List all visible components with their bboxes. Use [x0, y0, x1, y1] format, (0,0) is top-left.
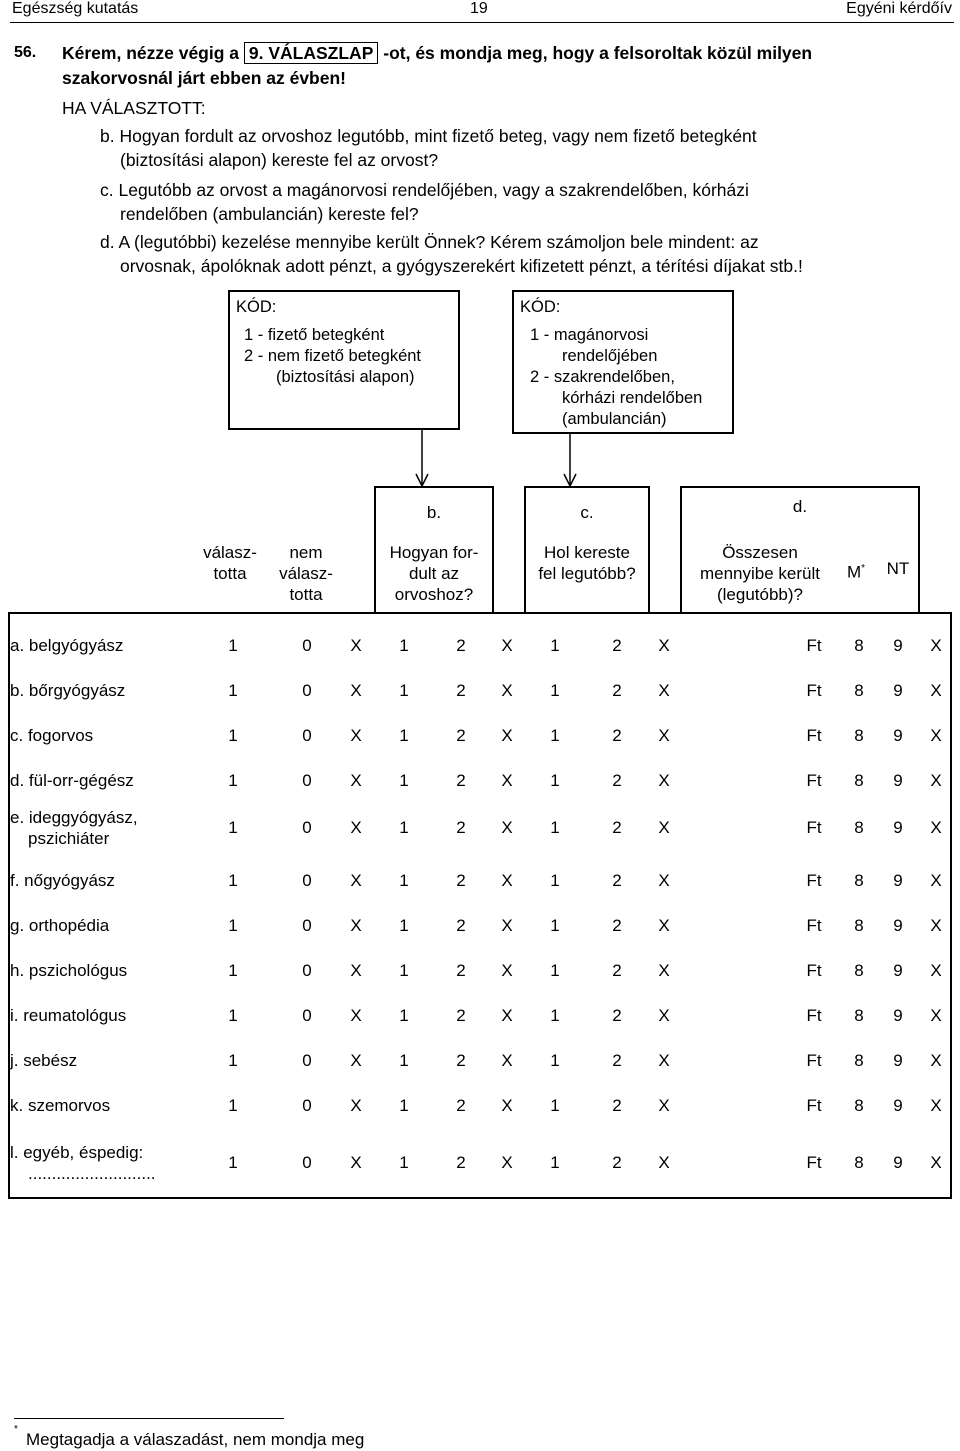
table-row-c-code-1[interactable]: 1: [550, 1050, 560, 1070]
code-c-option-2: 2 - szakrendelőben,: [530, 368, 675, 386]
table-row-refused-code[interactable]: 8: [854, 635, 864, 655]
table-row-b-code-2[interactable]: 2: [456, 960, 466, 980]
table-row-b-code-1[interactable]: 1: [399, 770, 409, 790]
subquestion-d-line-2: orvosnak, ápolóknak adott pénzt, a gyógyszerekért kifizetett pénzt, a térítési díjakat stb.!: [120, 256, 803, 276]
header-b-line-3: orvoshoz?: [394, 585, 474, 604]
footnote-star: *: [14, 1424, 18, 1435]
arrows: [0, 0, 960, 500]
question-number: 56.: [14, 44, 37, 61]
header-dont-know: NT: [886, 559, 910, 578]
table-row-chosen-code[interactable]: 1: [228, 818, 238, 837]
table-row-dont-know-code[interactable]: 9: [893, 960, 903, 980]
table-row-ft-label[interactable]: Ft: [806, 1050, 822, 1070]
table-row-dont-know-code[interactable]: 9: [893, 635, 903, 655]
row-label-line-2: ...........................: [28, 1164, 156, 1183]
table-row-b-code-1[interactable]: 1: [399, 870, 409, 890]
table-row-d-no-answer-x[interactable]: X: [930, 1153, 942, 1172]
row-label-line-1: d. fül-orr-gégész: [10, 771, 134, 790]
table-row-b-no-answer-x[interactable]: X: [501, 960, 513, 980]
table-row-label: [10, 870, 115, 891]
table-row-d-no-answer-x[interactable]: X: [930, 870, 942, 890]
table-row-c-code-2[interactable]: 2: [612, 1153, 622, 1172]
table-row-chosen-code[interactable]: 1: [228, 915, 238, 935]
header-not-chosen-line-1: nem: [289, 543, 323, 562]
table-row-b-code-1[interactable]: 1: [399, 915, 409, 935]
table-row-refused-code[interactable]: 8: [854, 725, 864, 745]
subquestion-c-line-1: c. Legutóbb az orvost a magánorvosi rendelőjében, vagy a szakrendelőben, kórházi: [100, 180, 749, 200]
table-row-label: [10, 915, 109, 936]
table-row-no-answer-x[interactable]: X: [350, 818, 362, 837]
table-row-dont-know-code[interactable]: 9: [893, 915, 903, 935]
table-row-ft-label[interactable]: Ft: [806, 725, 822, 745]
table-row-c-no-answer-x[interactable]: X: [658, 1005, 670, 1025]
subquestion-c-line-2: rendelőben (ambulancián) kereste fel?: [120, 204, 419, 224]
table-row-b-code-1[interactable]: 1: [399, 1153, 409, 1172]
row-label-line-1: e. ideggyógyász,: [10, 808, 138, 827]
header-c-letter: c.: [580, 503, 594, 522]
table-row-b-no-answer-x[interactable]: X: [501, 725, 513, 745]
table-row-b-code-2[interactable]: 2: [456, 915, 466, 935]
footnote-text: Megtagadja a válaszadást, nem mondja meg: [26, 1430, 365, 1449]
table-row-chosen-code[interactable]: 1: [228, 725, 238, 745]
table-row-b-code-1[interactable]: 1: [399, 725, 409, 745]
row-label-line-1: j. sebész: [10, 1051, 78, 1070]
table-row-not-chosen-code[interactable]: 0: [302, 1050, 312, 1070]
code-b-option-1: 1 - fizető betegként: [244, 326, 385, 344]
header-not-chosen: [266, 542, 346, 605]
table-row-c-code-2[interactable]: 2: [612, 1005, 622, 1025]
table-row-c-code-2[interactable]: 2: [612, 1050, 622, 1070]
table-row-no-answer-x[interactable]: X: [350, 680, 362, 700]
if-chosen-label: HA VÁLASZTOTT:: [62, 98, 206, 118]
header-chosen-line-2: totta: [213, 564, 247, 583]
code-c-option-2-cont: kórházi rendelőben: [562, 389, 703, 407]
header-c-line-2: fel legutóbb?: [538, 564, 636, 583]
table-row-dont-know-code[interactable]: 9: [893, 870, 903, 890]
question-text-before: Kérem, nézze végig a: [62, 43, 240, 63]
table-row-refused-code[interactable]: 8: [854, 818, 864, 837]
header-left: Egészség kutatás: [12, 0, 139, 17]
table-row-chosen-code[interactable]: 1: [228, 770, 238, 790]
table-row-label: [10, 770, 134, 791]
header-refused: [838, 558, 874, 583]
table-row-label: [10, 1142, 156, 1184]
table-row-no-answer-x[interactable]: X: [350, 1005, 362, 1025]
table-row-refused-code[interactable]: 8: [854, 870, 864, 890]
table-row-c-code-1[interactable]: 1: [550, 680, 560, 700]
table-row-c-no-answer-x[interactable]: X: [658, 818, 670, 837]
table-row-d-no-answer-x[interactable]: X: [930, 725, 942, 745]
code-c-option-1: 1 - magánorvosi: [530, 326, 649, 344]
table-row-label: [10, 960, 127, 981]
table-row-dont-know-code[interactable]: 9: [893, 1050, 903, 1070]
table-row-c-no-answer-x[interactable]: X: [658, 1153, 670, 1172]
row-label-line-1: b. bőrgyógyász: [10, 681, 126, 700]
table-row-b-no-answer-x[interactable]: X: [501, 1005, 513, 1025]
subquestion-b-line-2: (biztosítási alapon) kereste fel az orvost?: [120, 150, 439, 170]
table-row-c-code-2[interactable]: 2: [612, 725, 622, 745]
header-refused-star: *: [861, 563, 866, 574]
table-row-dont-know-code[interactable]: 9: [893, 725, 903, 745]
table-row-b-no-answer-x[interactable]: X: [501, 1153, 513, 1172]
table-row-not-chosen-code[interactable]: 0: [302, 818, 312, 837]
table-row-not-chosen-code[interactable]: 0: [302, 635, 312, 655]
table-row-b-code-2[interactable]: 2: [456, 1153, 466, 1172]
row-label-line-1: i. reumatológus: [10, 1006, 127, 1025]
table-row-c-code-2[interactable]: 2: [612, 635, 622, 655]
table-row-not-chosen-code[interactable]: 0: [302, 960, 312, 980]
table-row-label: [10, 1050, 77, 1071]
table-row-not-chosen-code[interactable]: 0: [302, 915, 312, 935]
table-row-c-code-1[interactable]: 1: [550, 1005, 560, 1025]
table-row-b-code-1[interactable]: 1: [399, 818, 409, 837]
table-row-no-answer-x[interactable]: X: [350, 725, 362, 745]
subquestion-b-line-1: b. Hogyan fordult az orvoshoz legutóbb, mint fizető beteg, vagy nem fizető betegként: [100, 126, 757, 146]
header-c-question: [524, 542, 650, 584]
table-row-ft-label[interactable]: Ft: [806, 1153, 822, 1172]
table-row-not-chosen-code[interactable]: 0: [302, 1095, 312, 1115]
row-label-line-1: g. orthopédia: [10, 916, 110, 935]
table-row-c-code-1[interactable]: 1: [550, 770, 560, 790]
table-row-b-code-2[interactable]: 2: [456, 680, 466, 700]
table-row-dont-know-code[interactable]: 9: [893, 818, 903, 837]
table-row-c-no-answer-x[interactable]: X: [658, 915, 670, 935]
header-b-question: [374, 542, 494, 605]
table-row-c-code-1[interactable]: 1: [550, 725, 560, 745]
table-row-c-code-2[interactable]: 2: [612, 818, 622, 837]
table-row-ft-label[interactable]: Ft: [806, 1005, 822, 1025]
table-row-refused-code[interactable]: 8: [854, 1005, 864, 1025]
table-row-b-no-answer-x[interactable]: X: [501, 1050, 513, 1070]
table-row-b-code-1[interactable]: 1: [399, 1095, 409, 1115]
answer-card-label: 9. VÁLASZLAP: [244, 42, 378, 64]
table-row-label: [10, 1095, 110, 1116]
table-row-c-code-1[interactable]: 1: [550, 635, 560, 655]
table-row-b-code-2[interactable]: 2: [456, 1050, 466, 1070]
table-row-b-code-2[interactable]: 2: [456, 870, 466, 890]
table-row-c-code-1[interactable]: 1: [550, 960, 560, 980]
table-row-d-no-answer-x[interactable]: X: [930, 635, 942, 655]
table-row-ft-label[interactable]: Ft: [806, 635, 822, 655]
table-row-refused-code[interactable]: 8: [854, 1095, 864, 1115]
table-row-b-code-1[interactable]: 1: [399, 1050, 409, 1070]
table-row-refused-code[interactable]: 8: [854, 915, 864, 935]
table-row-not-chosen-code[interactable]: 0: [302, 725, 312, 745]
table-row-b-no-answer-x[interactable]: X: [501, 770, 513, 790]
table-row-label: [10, 807, 138, 849]
question-text-after: -ot, és mondja meg, hogy a felsoroltak közül milyen: [383, 43, 813, 63]
page-number: 19: [470, 0, 488, 17]
code-b-option-2: 2 - nem fizető betegként: [244, 347, 422, 365]
table-row-label: [10, 1005, 126, 1026]
table-row-b-no-answer-x[interactable]: X: [501, 915, 513, 935]
table-row-no-answer-x[interactable]: X: [350, 1153, 362, 1172]
table-row-c-no-answer-x[interactable]: X: [658, 770, 670, 790]
row-label-line-1: h. pszichológus: [10, 961, 128, 980]
header-b-line-2: dult az: [408, 564, 460, 583]
table-row-c-no-answer-x[interactable]: X: [658, 960, 670, 980]
code-b-option-2-note: (biztosítási alapon): [276, 368, 415, 386]
table-row-c-code-1[interactable]: 1: [550, 915, 560, 935]
code-box-c-title: KÓD:: [520, 298, 561, 316]
table-row-c-code-2[interactable]: 2: [612, 915, 622, 935]
table-row-chosen-code[interactable]: 1: [228, 870, 238, 890]
table-row-ft-label[interactable]: Ft: [806, 1095, 822, 1115]
table-row-chosen-code[interactable]: 1: [228, 1005, 238, 1025]
table-row-c-no-answer-x[interactable]: X: [658, 635, 670, 655]
table-row-c-code-2[interactable]: 2: [612, 680, 622, 700]
table-row-c-code-1[interactable]: 1: [550, 1153, 560, 1172]
header-right: Egyéni kérdőív: [846, 0, 952, 17]
table-row-no-answer-x[interactable]: X: [350, 1095, 362, 1115]
table-row-label: [10, 635, 123, 656]
table-row-b-no-answer-x[interactable]: X: [501, 870, 513, 890]
table-row-d-no-answer-x[interactable]: X: [930, 1095, 942, 1115]
table-row-no-answer-x[interactable]: X: [350, 770, 362, 790]
table-row-c-code-2[interactable]: 2: [612, 1095, 622, 1115]
table-row-b-code-1[interactable]: 1: [399, 635, 409, 655]
table-row-c-code-2[interactable]: 2: [612, 960, 622, 980]
table-row-chosen-code[interactable]: 1: [228, 1153, 238, 1172]
table-row-b-code-1[interactable]: 1: [399, 1005, 409, 1025]
table-row-ft-label[interactable]: Ft: [806, 960, 822, 980]
table-row-refused-code[interactable]: 8: [854, 1153, 864, 1172]
table-row-ft-label[interactable]: Ft: [806, 915, 822, 935]
table-row-c-code-1[interactable]: 1: [550, 1095, 560, 1115]
header-d-line-2: mennyibe került: [699, 564, 820, 583]
table-row-d-no-answer-x[interactable]: X: [930, 770, 942, 790]
table-row-ft-label[interactable]: Ft: [806, 680, 822, 700]
table-row-c-no-answer-x[interactable]: X: [658, 725, 670, 745]
table-row-chosen-code[interactable]: 1: [228, 960, 238, 980]
table-row-not-chosen-code[interactable]: 0: [302, 870, 312, 890]
table-row-refused-code[interactable]: 8: [854, 680, 864, 700]
row-label-line-2: pszichiáter: [28, 829, 110, 848]
table-row-chosen-code[interactable]: 1: [228, 635, 238, 655]
table-row-not-chosen-code[interactable]: 0: [302, 1005, 312, 1025]
table-row-b-no-answer-x[interactable]: X: [501, 680, 513, 700]
table-row-c-code-1[interactable]: 1: [550, 870, 560, 890]
header-refused-label: M: [846, 562, 862, 582]
table-row-not-chosen-code[interactable]: 0: [302, 680, 312, 700]
table-row-refused-code[interactable]: 8: [854, 960, 864, 980]
table-row-no-answer-x[interactable]: X: [350, 1050, 362, 1070]
subquestion-d-prefix: d. A (legutóbbi) kezelése mennyibe került Önnek?: [100, 232, 486, 252]
table-row-dont-know-code[interactable]: 9: [893, 1095, 903, 1115]
table-row-b-code-2[interactable]: 2: [456, 1005, 466, 1025]
question-line-2: szakorvosnál járt ebben az évben!: [62, 68, 346, 88]
row-label-line-1: c. fogorvos: [10, 726, 94, 745]
table-row-b-code-2[interactable]: 2: [456, 770, 466, 790]
table-row-refused-code[interactable]: 8: [854, 1050, 864, 1070]
header-d-letter: d.: [792, 497, 808, 516]
table-row-d-no-answer-x[interactable]: X: [930, 818, 942, 837]
table-row-ft-label[interactable]: Ft: [806, 818, 822, 837]
table-row-d-no-answer-x[interactable]: X: [930, 680, 942, 700]
table-row-label: [10, 725, 93, 746]
table-row-c-no-answer-x[interactable]: X: [658, 1095, 670, 1115]
code-c-option-2-note: (ambulancián): [562, 410, 667, 428]
table-row-dont-know-code[interactable]: 9: [893, 1153, 903, 1172]
header-d-line-3: (legutóbb)?: [716, 585, 803, 604]
table-row-dont-know-code[interactable]: 9: [893, 770, 903, 790]
table-row-b-no-answer-x[interactable]: X: [501, 818, 513, 837]
header-b-letter: b.: [426, 503, 442, 522]
table-row-b-no-answer-x[interactable]: X: [501, 1095, 513, 1115]
table-row-b-no-answer-x[interactable]: X: [501, 635, 513, 655]
header-d-line-1: Összesen: [722, 543, 798, 562]
table-row-b-code-2[interactable]: 2: [456, 725, 466, 745]
table-row-c-no-answer-x[interactable]: X: [658, 870, 670, 890]
table-row-c-no-answer-x[interactable]: X: [658, 1050, 670, 1070]
row-label-line-1: a. belgyógyász: [10, 636, 124, 655]
table-row-no-answer-x[interactable]: X: [350, 870, 362, 890]
header-c-line-1: Hol kereste: [544, 543, 630, 562]
table-row-no-answer-x[interactable]: X: [350, 635, 362, 655]
table-row-dont-know-code[interactable]: 9: [893, 680, 903, 700]
code-c-option-1-cont: rendelőjében: [562, 347, 658, 365]
row-label-line-1: l. egyéb, éspedig:: [10, 1143, 144, 1162]
table-row-d-no-answer-x[interactable]: X: [930, 960, 942, 980]
code-box-b-title: KÓD:: [236, 298, 277, 316]
table-row-refused-code[interactable]: 8: [854, 770, 864, 790]
table-row-ft-label[interactable]: Ft: [806, 770, 822, 790]
table-row-no-answer-x[interactable]: X: [350, 960, 362, 980]
table-row-no-answer-x[interactable]: X: [350, 915, 362, 935]
table-row-b-code-1[interactable]: 1: [399, 680, 409, 700]
subquestion-d-rest: Kérem számoljon bele mindent: az: [490, 232, 759, 252]
table-row-label: [10, 680, 125, 701]
header-chosen: [190, 542, 270, 584]
table-row-c-code-2[interactable]: 2: [612, 870, 622, 890]
table-row-ft-label[interactable]: Ft: [806, 870, 822, 890]
header-chosen-line-1: válasz-: [203, 543, 257, 562]
row-label-line-1: f. nőgyógyász: [10, 871, 115, 890]
table-row-b-code-2[interactable]: 2: [456, 818, 466, 837]
table-row-d-no-answer-x[interactable]: X: [930, 1050, 942, 1070]
table-row-dont-know-code[interactable]: 9: [893, 1005, 903, 1025]
header-d-question: [684, 542, 836, 605]
table-row-chosen-code[interactable]: 1: [228, 1095, 238, 1115]
table-row-not-chosen-code[interactable]: 0: [302, 770, 312, 790]
header-not-chosen-line-3: totta: [289, 585, 323, 604]
footnote-divider: [14, 1418, 284, 1419]
table-row-d-no-answer-x[interactable]: X: [930, 1005, 942, 1025]
table-row-c-code-1[interactable]: 1: [550, 818, 560, 837]
table-row-c-no-answer-x[interactable]: X: [658, 680, 670, 700]
table-row-chosen-code[interactable]: 1: [228, 680, 238, 700]
header-b-line-1: Hogyan for-: [389, 543, 479, 562]
table-row-b-code-1[interactable]: 1: [399, 960, 409, 980]
table-row-b-code-2[interactable]: 2: [456, 1095, 466, 1115]
table-row-chosen-code[interactable]: 1: [228, 1050, 238, 1070]
table-row-c-code-2[interactable]: 2: [612, 770, 622, 790]
table-row-d-no-answer-x[interactable]: X: [930, 915, 942, 935]
row-label-line-1: k. szemorvos: [10, 1096, 111, 1115]
header-not-chosen-line-2: válasz-: [279, 564, 333, 583]
table-row-not-chosen-code[interactable]: 0: [302, 1153, 312, 1172]
table-row-b-code-2[interactable]: 2: [456, 635, 466, 655]
